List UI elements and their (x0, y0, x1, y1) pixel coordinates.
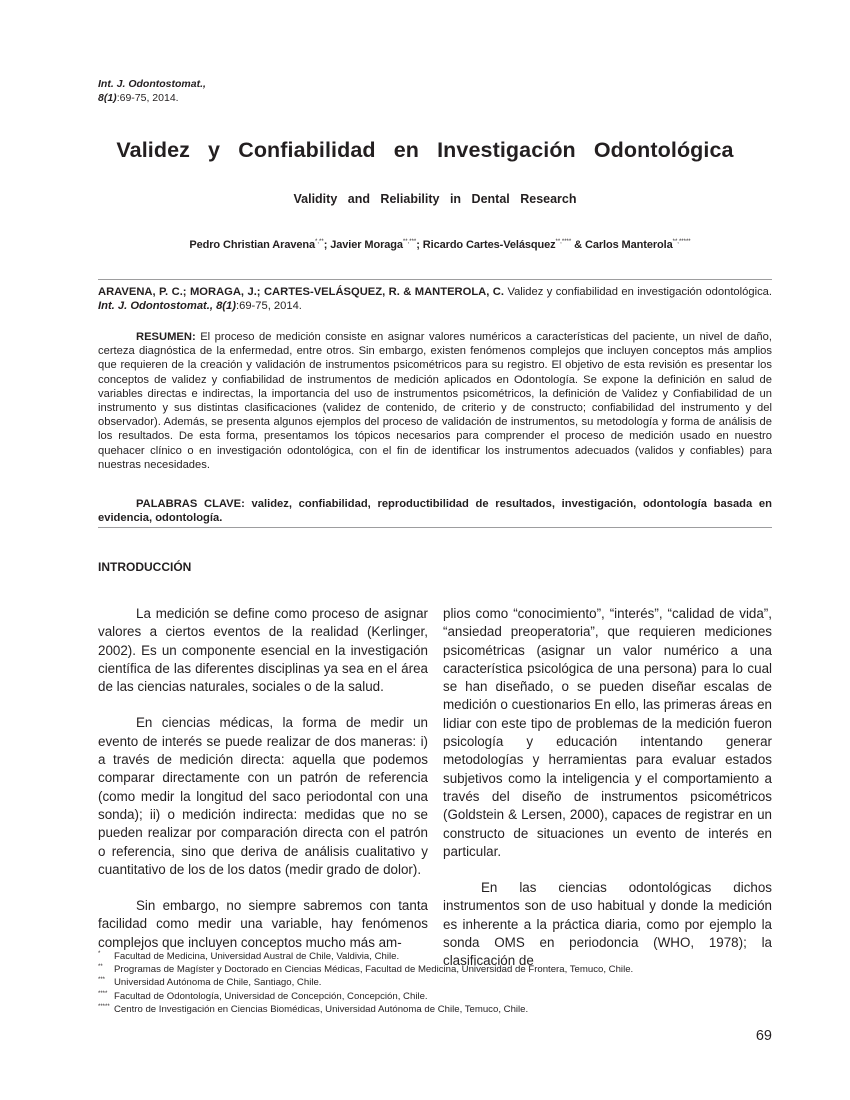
journal-pages: :69-75, 2014. (116, 92, 179, 104)
keywords-label: PALABRAS CLAVE: (136, 498, 245, 510)
abstract (98, 330, 772, 472)
footnote-mark: * (98, 951, 101, 957)
article-subtitle: Validity and Reliability in Dental Research (293, 192, 577, 206)
divider (98, 279, 772, 280)
footnote-text: Facultad de Medicina, Universidad Austral de Chile, Valdivia, Chile. (114, 951, 400, 962)
article-title: Validez y Confiabilidad en Investigación Odontológica (116, 138, 734, 162)
page-number: 69 (755, 1028, 772, 1044)
journal-volume: 8(1) (98, 92, 117, 104)
citation-authors: ARAVENA, P. C.; MORAGA, J.; CARTES-VELÁSQUEZ, R. & MANTEROLA, C. (98, 286, 504, 298)
author-name: Carlos Manterola (584, 239, 673, 251)
footnote-mark: ***** (98, 1003, 110, 1010)
body-column-left (98, 605, 428, 952)
paragraph: En las ciencias odontológicas dichos instrumentos son de uso habitual y donde la medición es inherente a la práctica diaria, como por ejemplo la sonda OMS en periodoncia (WHO, 1978); la clasificación de (443, 880, 772, 969)
keywords-text: validez, confiabilidad, reproductibilidad de resultados, investigación, odontología basada en evidencia, odontología. (98, 498, 772, 525)
footnote-text: Centro de Investigación en Ciencias Biomédicas, Universidad Autónoma de Chile, Temuco, Chile. (114, 1003, 529, 1015)
author-list (0, 239, 850, 251)
journal-volume-line (98, 91, 206, 105)
keywords (98, 497, 772, 525)
footnote (98, 963, 788, 976)
footnote (98, 950, 788, 963)
citation-journal: Int. J. Odontostomat., 8(1) (98, 300, 236, 313)
body-column-right (443, 605, 772, 971)
footnote-mark: ** (98, 964, 103, 971)
author-affiliation-marks: **,*** (402, 239, 417, 245)
footnote-mark: **** (98, 990, 108, 997)
citation-block (98, 285, 772, 313)
footnote-text: Facultad de Odontología, Universidad de Concepción, Concepción, Chile. (114, 990, 428, 1002)
paragraph: La medición se define como proceso de asignar valores a ciertos eventos de la realidad (Kerlinger, 2002). Es un componente esencial en la investigación científica de las diferentes disciplinas ya sea en el área de las ciencias naturales, sociales o de la salud. (98, 606, 428, 695)
footnote (98, 976, 788, 989)
paragraph: Sin embargo, no siempre sabremos con tanta facilidad como medir una variable, hay fenómenos complejos que incluyen conceptos mucho más am- (98, 898, 428, 950)
footnote-mark: *** (98, 977, 106, 984)
citation-title: Validez y confiabilidad en investigación odontológica. (504, 286, 772, 298)
footnote-text: Universidad Autónoma de Chile, Santiago, Chile. (114, 977, 322, 989)
footnote-text: Programas de Magíster y Doctorado en Ciencias Médicas, Facultad de Medicina, Universidad de Frontera, Temuco, Chile. (114, 964, 634, 976)
author-separator: & (571, 239, 585, 251)
citation-pages: :69-75, 2014. (235, 300, 302, 313)
author-name: Javier Moraga (330, 239, 403, 251)
author-name: Pedro Christian Aravena (189, 239, 316, 251)
footnote (98, 1003, 788, 1016)
abstract-text: El proceso de medición consiste en asignar valores numéricos a características del paciente, un nivel de daño, certeza diagnóstica de la enfermedad, entre otros. Sin embargo, existen fenómenos complejos que incluyen conceptos más amplios que requieren de la creación y validación de instrumentos psicométricos para su registro. El objetivo de esta revisión es presentar los conceptos de validez y confiabilidad de instrumentos de medición aplicados en Odontología. Se expone la definición en salud de variables directas e indirectas, la importancia del uso de instrumentos psicométricos, la definición de Validez y Confiabilidad de un instrumento y sus distintas clasificaciones (validez de contenido, de criterio y de constructo; confiabilidad del instrumento y del observador). Además, se presenta algunos ejemplos del proceso de validación de instrumentos, su metodología y forma de análisis de los resultados. De esta forma, presentamos los tópicos necesarios para comprender el proceso de medición usado en nuestro quehacer clínico o en investigación odontológica, con el fin de identificar los instrumentos adecuados (validos y confiables) para nuestras necesidades. (98, 331, 772, 471)
section-heading-introduccion: INTRODUCCIÓN (98, 560, 192, 574)
journal-abbrev: Int. J. Odontostomat., (98, 78, 206, 90)
author-separator: ; (323, 239, 331, 251)
affiliation-footnotes (98, 950, 788, 1016)
abstract-label: RESUMEN: (136, 331, 196, 343)
journal-header (98, 77, 206, 105)
author-affiliation-marks: **,**** (555, 239, 572, 245)
divider (98, 527, 772, 528)
paragraph: plios como “conocimiento”, “interés”, “calidad de vida”, “ansiedad preoperatoria”, que requieren mediciones psicométricas (asignar un valor numérico a una característica psicológica de una persona) para lo cual se han diseñado, o se pueden diseñar escalas de medición o cuestionarios En ello, las primeras áreas en lidiar con este tipo de problemas de la medición fueron psicología y educación intentando generar metodologías y herramientas para evaluar estados subjetivos como la inteligencia y el comportamiento a través del diseño de instrumentos psicométricos (Goldstein & Lersen, 2000), capaces de registrar en un constructo de situaciones un evento de interés en particular. (443, 606, 772, 859)
paragraph: En ciencias médicas, la forma de medir un evento de interés se puede realizar de dos maneras: i) a través de medición directa: aquella que podemos comparar directamente con un patrón de referencia (como medir la longitud del saco periodontal con una sonda); ii) o medición indirecta: medidas que no se pueden realizar por comparación directa con el patrón o referencia, sino que deriva de análisis cualitativo y cuantitativo de los de los datos (medir grado de dolor). (98, 715, 428, 877)
author-separator: ; (416, 239, 423, 251)
author-name: Ricardo Cartes-Velásquez (422, 239, 556, 251)
author-affiliation-marks: **,***** (672, 239, 691, 245)
author-affiliation-marks: *,** (315, 239, 324, 245)
footnote (98, 990, 788, 1003)
